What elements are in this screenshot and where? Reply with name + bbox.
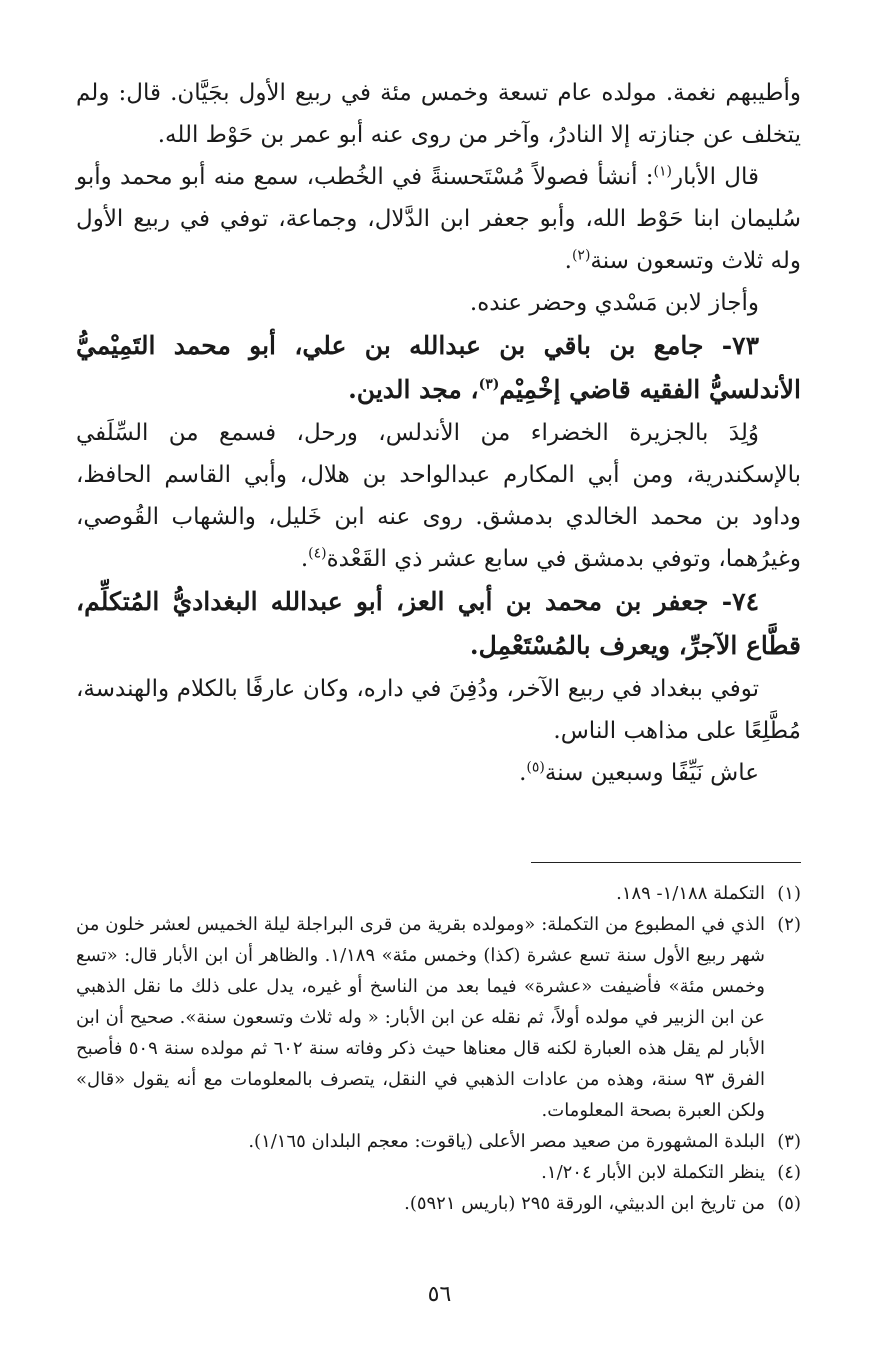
- paragraph-2-text-b: : أنشأ فصولاً مُسْتَحسنةً في الخُطب، سمع منه أبو محمد وأبو سُليمان ابنا حَوْط الله، وأبو جعفر ابن الدَّلال، وجماعة، توفي في ربيع الأول وله ثلاث وتسعون سنة: [76, 164, 801, 274]
- paragraph-5-text: توفي ببغداد في ربيع الآخر، ودُفِنَ في داره، وكان عارفًا بالكلام والهندسة، مُطَّلِعًا على مذاهب الناس.: [76, 676, 801, 744]
- footnote-text: من تاريخ ابن الدبيثي، الورقة ٢٩٥ (باريس ٥٩٢١).: [404, 1193, 765, 1214]
- footnote-text: ينظر التكملة لابن الأبار ١/٢٠٤.: [541, 1162, 765, 1183]
- page-number: ٥٦: [427, 1282, 452, 1307]
- footnote-text: الذي في المطبوع من التكملة: «ومولده بقرية من قرى البراجلة ليلة الخميس لعشر خلون من شهر ربيع الأول سنة تسع عشرة (كذا) وخمس مئة» ١/١٨٩. والظاهر أن ابن الأبار قال: «تسع وخمس مئة» فأضيفت «عشرة» فيما بعد من الناسخ أو غيره، يدل على ذلك ما نقل الذهبي عن ابن الزبير في مولده أولاً، ثم نقله عن ابن الأبار: « وله ثلاث وتسعون سنة». صحيح أن ابن الأبار لم يقل هذه العبارة لكنه قال معناها حيث ذكر وفاته سنة ٦٠٢ ثم مولده سنة ٥٠٩ فأصبح الفرق ٩٣ سنة، وهذه من عادات الذهبي في النقل، يتصرف بالمعلومات مع أنه يقول «قال» ولكن العبرة بصحة المعلومات.: [76, 914, 766, 1121]
- footnote-ref-4[interactable]: (٤): [308, 545, 327, 562]
- paragraph-6-text-a: عاش نَيِّفًا وسبعين سنة: [544, 760, 759, 786]
- footnote-ref-5[interactable]: (٥): [526, 759, 545, 776]
- footnote-2: [76, 909, 801, 1126]
- paragraph-6-text-b: .: [519, 760, 527, 786]
- paragraph-2-text-c: .: [564, 248, 572, 274]
- entry-heading-73-text-a: ٧٣- جامع بن باقي بن عبدالله بن علي، أبو محمد التَمِيْميُّ الأندلسيُّ الفقيه قاضي إخْمِيْم: [76, 331, 801, 404]
- entry-heading-73-text-b: ، مجد الدين.: [348, 375, 479, 404]
- footnote-1: [76, 878, 801, 909]
- paragraph-2-text-a: قال الأبار: [672, 164, 759, 190]
- footnote-5: [76, 1188, 801, 1219]
- footnote-text: البلدة المشهورة من صعيد مصر الأعلى (ياقوت: معجم البلدان ١/١٦٥).: [248, 1131, 765, 1152]
- entry-heading-74-text: ٧٤- جعفر بن محمد بن أبي العز، أبو عبدالله البغداديُّ المُتكلِّم، قطَّاع الآجرِّ، ويعرف بالمُسْتَعْمِل.: [76, 587, 801, 660]
- footnote-text: التكملة ١/١٨٨- ١٨٩.: [616, 883, 765, 904]
- entry-heading-74: [76, 580, 801, 668]
- entry-heading-73: [76, 324, 801, 412]
- paragraph-1: [76, 72, 801, 156]
- footnote-3: [76, 1126, 801, 1157]
- footnote-number: (١): [777, 883, 801, 904]
- paragraph-4-text-a: وُلِدَ بالجزيرة الخضراء من الأندلس، ورحل، فسمع من السِّلَفي بالإسكندرية، ومن أبي المكارم عبدالواحد بن هلال، وأبي القاسم الحافظ، وداود بن محمد الخالدي بدمشق. روى عنه ابن خَليل، والشهاب القُوصي، وغيرُهما، وتوفي بدمشق في سابع عشر ذي القَعْدة: [76, 420, 801, 572]
- footnote-ref-2[interactable]: (٢): [571, 247, 591, 264]
- paragraph-5: [76, 668, 801, 752]
- footnote-number: (٤): [777, 1162, 801, 1183]
- paragraph-2: [76, 156, 801, 282]
- footnote-number: (٢): [777, 914, 801, 935]
- footnote-number: (٣): [777, 1131, 801, 1152]
- paragraph-6: [76, 752, 801, 794]
- footnote-divider: [531, 862, 801, 863]
- main-text: [76, 72, 801, 794]
- footnotes-list: [76, 878, 801, 1219]
- footnote-ref-3[interactable]: (٣): [478, 376, 500, 393]
- paragraph-4: [76, 412, 801, 580]
- paragraph-4-text-b: .: [300, 546, 309, 572]
- paragraph-3: [76, 282, 801, 324]
- paragraph-3-text: وأجاز لابن مَسْدي وحضر عنده.: [469, 290, 759, 316]
- paragraph-1-text: وأطيبهم نغمة. مولده عام تسعة وخمس مئة في ربيع الأول بجَيَّان. قال: ولم يتخلف عن جنازته إلا النادرُ، وآخر من روى عنه أبو عمر بن حَوْط الله.: [76, 80, 801, 148]
- footnote-number: (٥): [777, 1193, 801, 1214]
- footnote-4: [76, 1157, 801, 1188]
- footnote-ref-1[interactable]: (١): [653, 163, 672, 180]
